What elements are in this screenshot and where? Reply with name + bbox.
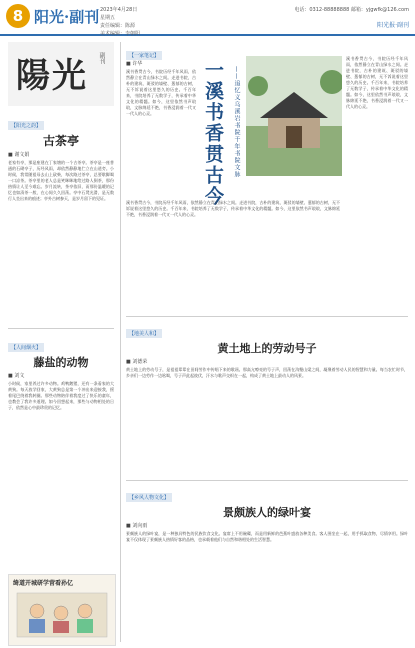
page-header (0, 0, 415, 36)
article-body-continued: 溪书香贯古今，书院历经千年风雨，依然静立在青山绿水之间。走进书院，古朴的建筑、斑驳的墙壁、葱郁的古树，无不诉说着这里悠久的历史。千百年来，书院培养了无数学子，传承着中华文化的精髓。如今，这里依然书声琅琅，文脉绵延不绝，书香浸润着一代又一代人的心灵。 (126, 200, 340, 217)
article-body: 溪书香贯古今，书院历经千年风雨，依然静立在青山绿水之间。走进书院，古朴的建筑、斑驳的墙壁、葱郁的古树，无不诉说着这里悠久的历史。千百年来，书院培养了无数学子，传承着中华文化的精髓。如今，这里依然书声琅琅，文脉绵延不绝，书香浸润着一代又一代人的心灵。 (126, 69, 196, 116)
article-author: ■ 刘向雨 (126, 523, 148, 529)
masthead (8, 42, 114, 106)
cartoon-caption: 绮道开城研学营看孙亿 (13, 580, 74, 587)
cartoon-illustration (9, 575, 115, 645)
article-author: ■ 许华 (126, 61, 143, 67)
meta-art-editor: 美术编辑：李朝阳 (100, 31, 141, 37)
header-meta-left (100, 6, 140, 38)
article-tag: 【乡风人物文化】 (126, 493, 172, 502)
page-number: 8 (6, 4, 30, 28)
article-tag: 【一家笔记】 (126, 51, 162, 60)
article-author: ■ 刘德荣 (126, 359, 148, 365)
header-brand: 阳光报·副刊 (377, 22, 409, 29)
meta-editor: 责任编辑：陈源 (100, 23, 136, 29)
feature-body-bottom (126, 200, 340, 308)
feature-banner-subtitle: ——追忆义乌溪岩书院千年书院文脉 (233, 66, 240, 178)
meta-date: 2023年4月28日 (100, 7, 138, 13)
section-title: 阳光·副刊 (34, 8, 100, 26)
article-body: 景颇族人的绿叶宴，是一种独具特色的民族饮食文化。宴席上不用碗碟，而是用新鲜的芭蕉叶盛放各种美食。客人围坐在一起，用手抓取食物，尽情享用。绿叶宴不仅体现了景颇族人热情好客的品格，也承载着他们与自然和谐相处的生活智慧。 (126, 531, 408, 542)
article-green-leaf-feast (126, 484, 408, 648)
article-title: 黄土地上的劳动号子 (217, 342, 317, 355)
masthead-title: 陽光 (16, 56, 88, 96)
divider (8, 328, 114, 329)
masthead-subtitle: 副刊 (98, 52, 105, 64)
column-divider (120, 42, 121, 642)
article-title: 古茶亭 (42, 134, 79, 148)
meta-weekday: 星期五 (100, 15, 116, 21)
article-body: 黄土地上的劳动号子，是祖祖辈辈在田间劳作中传唱下来的歌谣。那高亢嘹亮的号子声，回荡在沟壑山梁之间，凝聚着劳动人民的智慧和力量。每当农忙时节，乡亲们一边劳作一边吆喝，号子声此起彼伏，汗水与歌声交织在一起，构成了黄土地上最动人的风景。 (126, 367, 408, 378)
article-animals (8, 334, 114, 597)
article-ancient-tea-pavilion (8, 112, 114, 340)
article-author: ■ 刘文 (8, 373, 25, 379)
academy-photo (246, 56, 342, 176)
header-contact: 电话：0312-88888888 邮箱：yjgwfk@126.com (294, 7, 409, 13)
article-title: 景颇族人的绿叶宴 (223, 506, 311, 519)
article-author: ■ 谢文娟 (8, 152, 30, 158)
article-title: 藤盐的动物 (33, 356, 89, 369)
divider (126, 480, 408, 481)
cartoon-panel (8, 574, 116, 646)
article-body-continued: 溪书香贯古今，书院历经千年风雨，依然静立在青山绿水之间。走进书院，古朴的建筑、斑驳的墙壁、葱郁的古树，无不诉说着这里悠久的历史。千百年来，书院培养了无数学子，传承着中华文化的精髓。如今，这里依然书声琅琅，文脉绵延不绝，书香浸润着一代又一代人的心灵。 (346, 56, 408, 109)
article-tag: 【地美人和】 (126, 329, 162, 338)
article-body: 小时候，家里养过许多动物。鸡鸭鹅猪，还有一条看家的大黄狗。每天放学回家，大黄狗总是第一个冲出来迎接我，摇着尾巴绕着我转圈。那些动物陪伴着我度过了快乐的童年，也教会了我许多道理。如今回想起来，那些与动物相处的日子，依然是心中最珍贵的记忆。 (8, 381, 114, 410)
article-tag: 【人间烟火】 (8, 343, 44, 352)
feature-banner-title: 一溪书香贯古今 (202, 60, 224, 207)
article-tag: 【阳光之韵】 (8, 121, 44, 130)
feature-body-right (346, 56, 408, 294)
article-body: 老家有亭，那是座建在丁家塘的一个古茶亭。茶亭是一座普通的石砌亭子，历经风雨，却依然静静地伫立在山道旁。小时候，我常随祖母去山上砍柴，每次路过茶亭，总要歇脚喝一口凉茶。茶亭里的老人总是笑眯眯地给过路人倒茶，那份热情让人至今难忘。岁月流转，茶亭依旧，而那份温暖的记忆也如清茶一般，在心间久久回荡。亭中石凳光滑，是无数行人坐出来的痕迹；亭外古树参天，是岁月留下的见证。 (8, 160, 114, 201)
feature-body-left (126, 58, 196, 199)
divider (126, 316, 408, 317)
article-labor-songs (126, 320, 408, 485)
